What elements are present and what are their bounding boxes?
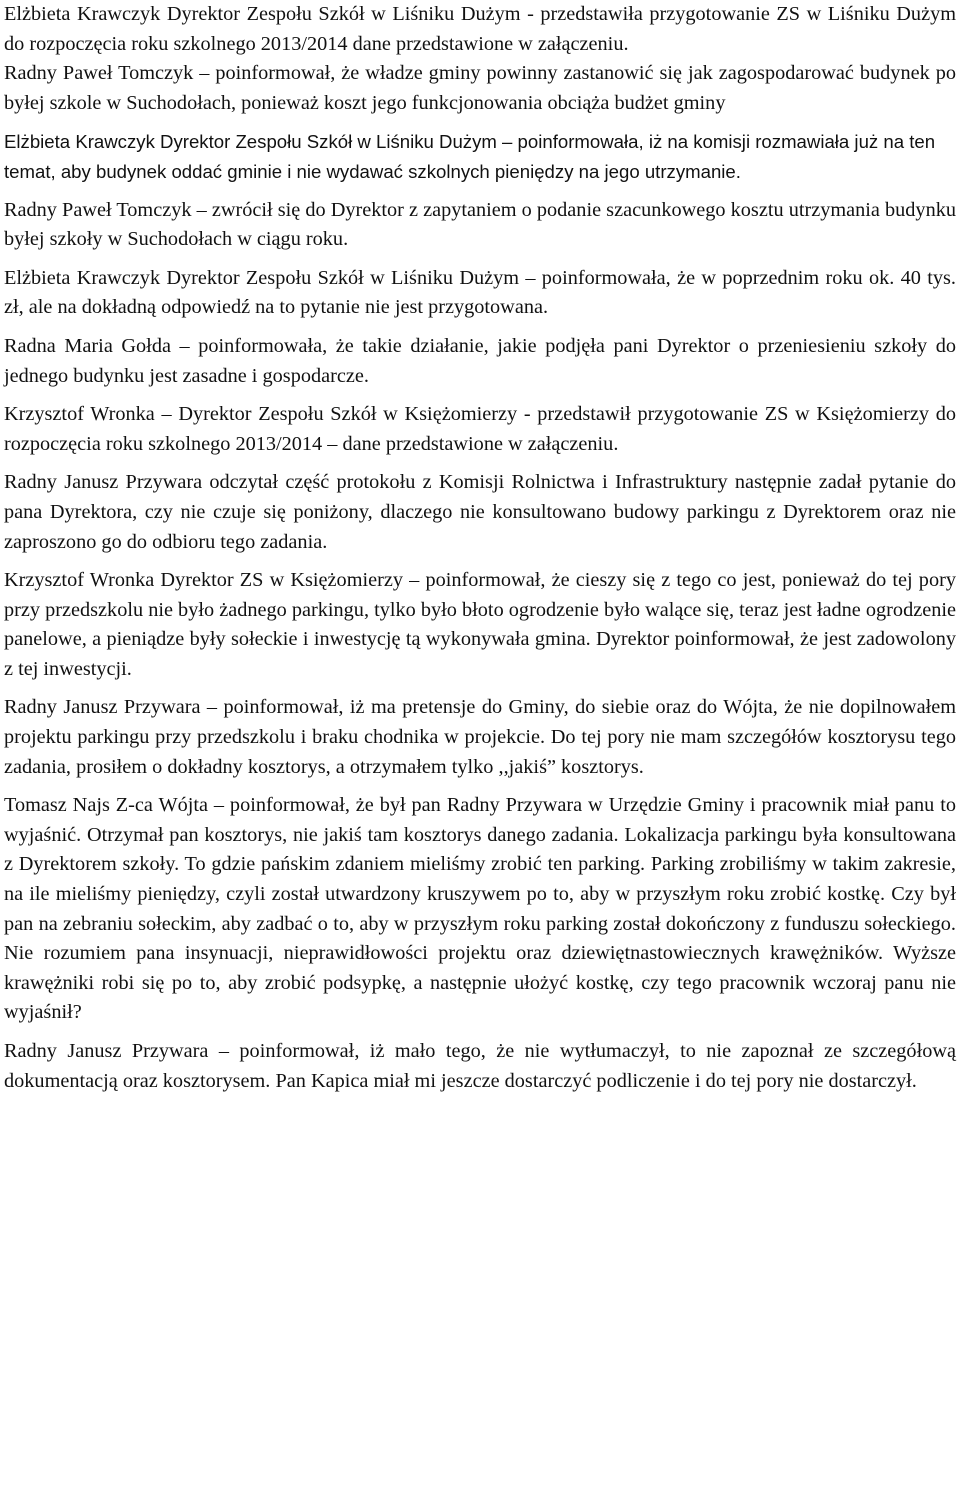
paragraph-8: Radny Janusz Przywara odczytał część protokołu z Komisji Rolnictwa i Infrastruktury następnie zadał pytanie do pana Dyrektora, czy nie czuje się poniżony, dlaczego nie konsultowano budowy parkingu z Dyrektorem oraz nie zaproszono go do odbioru tego zadania. (4, 471, 956, 553)
paragraph-1: Elżbieta Krawczyk Dyrektor Zespołu Szkół w Liśniku Dużym - przedstawiła przygotowanie ZS w Liśniku Dużym do rozpoczęcia roku szkolnego 2013/2014 dane przedstawione w załączeniu. (4, 3, 956, 55)
paragraph-11: Tomasz Najs Z-ca Wójta – poinformował, że był pan Radny Przywara w Urzędzie Gminy i pracownik miał panu to wyjaśnić. Otrzymał pan kosztorys, nie jakiś tam kosztorys danego zadania. Lokalizacja parkingu była konsultowana z Dyrektorem szkoły. To gdzie pańskim zdaniem mieliśmy zrobić ten parking. Parking zrobiliśmy w takim zakresie, na ile mieliśmy pieniędzy, czyli został utwardzony kruszywem po to, aby w przyszłym roku zrobić kostkę. Czy był pan na zebraniu sołeckim, aby zadbać o to, aby w przyszłym roku parking został dokończony z funduszu sołeckiego. Nie rozumiem pana insynuacji, nieprawidłowości projektu oraz dziewiętnastowiecznych krawężników. Wyższe krawężniki robi się po to, aby zrobić podsypkę, a następnie ułożyć kostkę, czy tego pracownik wczoraj panu nie wyjaśnił? (4, 794, 956, 1024)
paragraph-7: Krzysztof Wronka – Dyrektor Zespołu Szkół w Księżomierzy - przedstawił przygotowanie ZS w Księżomierzy do rozpoczęcia roku szkolnego 2013/2014 – dane przedstawione w załączeniu. (4, 403, 956, 455)
paragraph-10: Radny Janusz Przywara – poinformował, iż ma pretensje do Gminy, do siebie oraz do Wójta, że nie dopilnowałem projektu parkingu przy przedszkolu i braku chodnika w projekcie. Do tej pory nie mam szczegółów kosztorysu tego zadania, prosiłem o dokładny kosztorys, a otrzymałem tylko ,,jakiś” kosztorys. (4, 696, 956, 778)
paragraph-4: Radny Paweł Tomczyk – zwrócił się do Dyrektor z zapytaniem o podanie szacunkowego kosztu utrzymania budynku byłej szkoły w Suchodołach w ciągu roku. (4, 198, 956, 251)
document-page (4, 0, 956, 1096)
paragraph-3: Elżbieta Krawczyk Dyrektor Zespołu Szkół w Liśniku Dużym – poinformowała, iż na komisji rozmawiała już na ten temat, aby budynek oddać gminie i nie wydawać szkolnych pieniędzy na jego utrzymanie. (4, 131, 936, 182)
paragraph-9: Krzysztof Wronka Dyrektor ZS w Księżomierzy – poinformował, że cieszy się z tego co jest, ponieważ do tej pory przy przedszkolu nie było żadnego parkingu, tylko było błoto ogrodzenie było walące się, teraz jest ładne ogrodzenie panelowe, a pieniądze były sołeckie i inwestycję tą wykonywała gmina. Dyrektor poinformował, że jest zadowolony z tej inwestycji. (4, 569, 956, 680)
paragraph-12: Radny Janusz Przywara – poinformował, iż mało tego, że nie wytłumaczył, to nie zapoznał ze szczegółową dokumentacją oraz kosztorysem. Pan Kapica miał mi jeszcze dostarczyć podliczenie i do tej pory nie dostarczył. (4, 1040, 956, 1092)
paragraph-5: Elżbieta Krawczyk Dyrektor Zespołu Szkół w Liśniku Dużym – poinformowała, że w poprzednim roku ok. 40 tys. zł, ale na dokładną odpowiedź na to pytanie nie jest przygotowana. (4, 266, 956, 319)
paragraph-6: Radna Maria Gołda – poinformowała, że takie działanie, jakie podjęła pani Dyrektor o przeniesieniu szkoły do jednego budynku jest zasadne i gospodarcze. (4, 334, 956, 387)
paragraph-2: Radny Paweł Tomczyk – poinformował, że władze gminy powinny zastanowić się jak zagospodarować budynek po byłej szkole w Suchodołach, ponieważ koszt jego funkcjonowania obciąża budżet gminy (4, 62, 956, 114)
